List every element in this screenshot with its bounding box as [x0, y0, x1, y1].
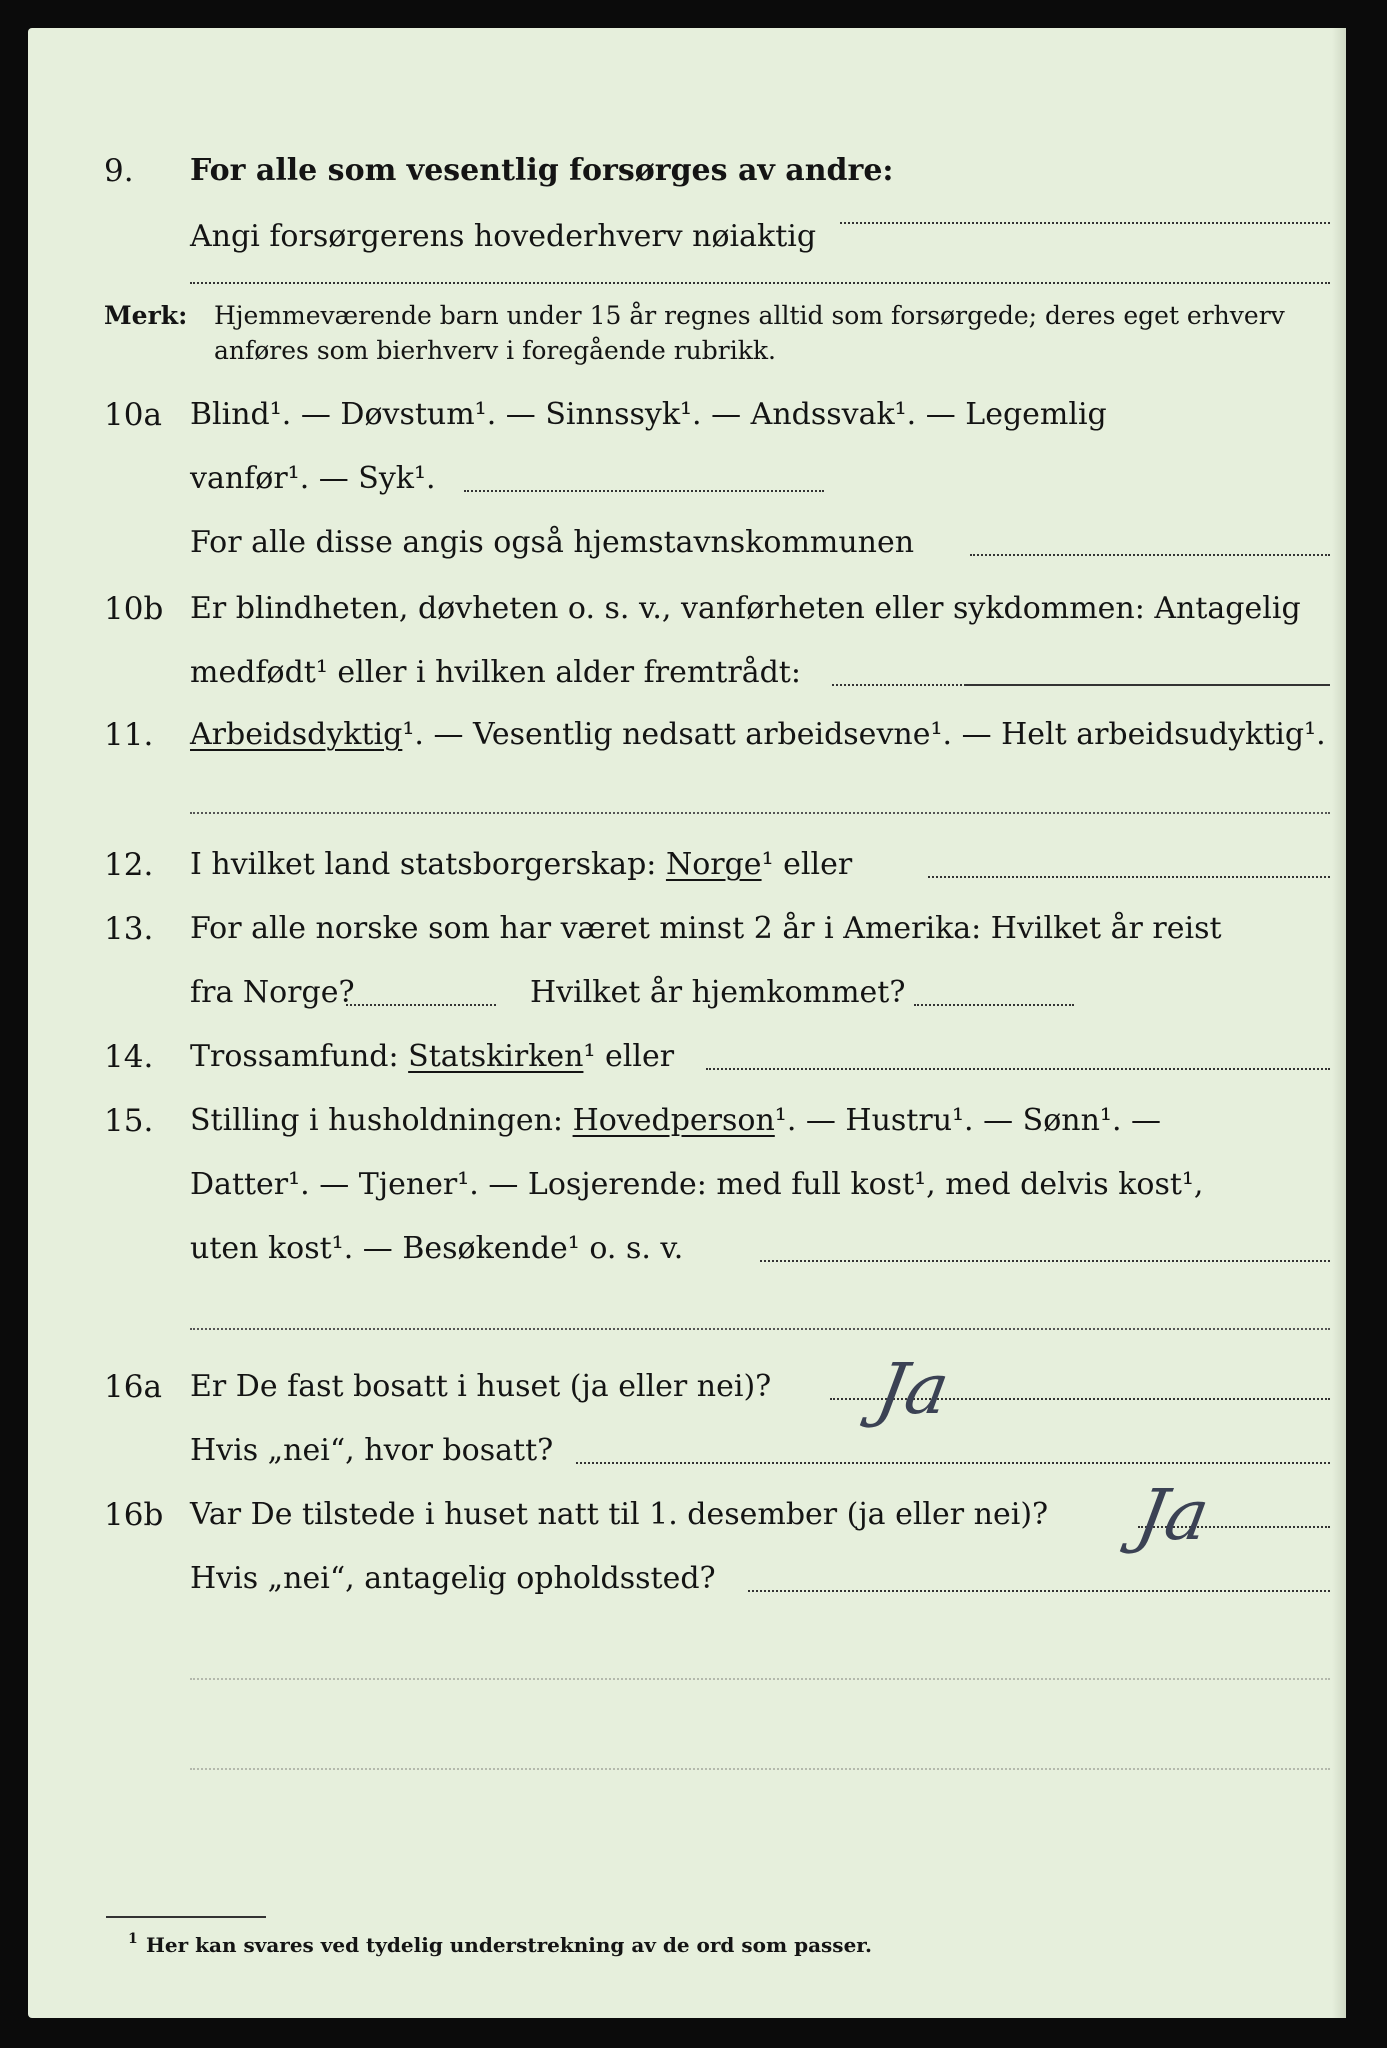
question-text: Angi forsørgerens hovederhverv nøiaktig — [190, 219, 817, 254]
question-number: 16b — [104, 1497, 164, 1533]
question-text: Hvilket år hjemkommet? — [530, 975, 906, 1010]
question-text: For alle disse angis også hjemstavnskommunen — [190, 525, 915, 560]
question-text: medfødt¹ eller i hvilken alder fremtrådt: — [190, 655, 801, 690]
question-number: 9. — [104, 153, 134, 189]
question-text: Blind¹. — Døvstum¹. — Sinnssyk¹. — Andssvak¹. — Legemlig — [190, 397, 1107, 432]
question-text: Hvis „nei“, hvor bosatt? — [190, 1433, 554, 1468]
selected-option[interactable]: Norge — [665, 847, 762, 882]
separator — [190, 812, 1330, 814]
question-number: 10a — [104, 397, 162, 433]
answer-line-9b[interactable] — [190, 282, 1330, 284]
question-text: I hvilket land statsborgerskap: Norge¹ eller — [190, 847, 853, 882]
question-number: 11. — [104, 717, 154, 753]
question-text: Er De fast bosatt i huset (ja eller nei)? — [190, 1369, 772, 1404]
selected-option[interactable]: Arbeidsdyktig — [190, 717, 403, 752]
question-number: 16a — [104, 1369, 162, 1405]
question-number: 14. — [104, 1039, 154, 1075]
census-form-page — [28, 28, 1346, 2018]
question-text: Var De tilstede i huset natt til 1. desember (ja eller nei)? — [190, 1497, 1049, 1532]
question-text: Arbeidsdyktig¹. — Vesentlig nedsatt arbeidsevne¹. — Helt arbeidsudyktig¹. — [190, 717, 1326, 752]
question-text: Datter¹. — Tjener¹. — Losjerende: med full kost¹, med delvis kost¹, — [190, 1167, 1204, 1202]
answer-line-13b[interactable] — [914, 1004, 1074, 1006]
question-number: 13. — [104, 911, 154, 947]
question-text: fra Norge? — [190, 975, 355, 1010]
answer-line-10b-solid — [964, 684, 1330, 686]
question-text: For alle norske som har været minst 2 år i Amerika: Hvilket år reist — [190, 911, 1222, 946]
question-text: Hvis „nei“, antagelig opholdssted? — [190, 1561, 716, 1596]
question-text: Trossamfund: Statskirken¹ eller — [190, 1039, 675, 1074]
handwritten-answer-16b: Ja — [1130, 1474, 1216, 1556]
footnote-mark: 1 — [128, 1931, 138, 1947]
answer-line-10a-home[interactable] — [970, 554, 1330, 556]
note-label: Merk: — [104, 301, 188, 330]
answer-line-15[interactable] — [760, 1260, 1330, 1262]
question-number: 10b — [104, 591, 164, 627]
answer-line-14[interactable] — [706, 1068, 1330, 1070]
answer-line-10b[interactable] — [832, 684, 962, 686]
question-number: 15. — [104, 1103, 154, 1139]
note-text: anføres som bierhverv i foregående rubrikk. — [214, 336, 776, 365]
answer-line-16b-where[interactable] — [748, 1590, 1330, 1592]
question-text: Er blindheten, døvheten o. s. v., vanførheten eller sykdommen: Antagelig — [190, 591, 1301, 626]
question-text: For alle som vesentlig forsørges av andre: — [190, 153, 894, 188]
question-number: 12. — [104, 847, 154, 883]
answer-line-10a[interactable] — [464, 490, 824, 492]
selected-option[interactable]: Hovedperson — [572, 1103, 775, 1138]
answer-line-16a-where[interactable] — [576, 1462, 1330, 1464]
footnote-rule — [106, 1916, 266, 1918]
answer-line-9[interactable] — [840, 222, 1330, 224]
footnote-text: Her kan svares ved tydelig understrekning av de ord som passer. — [146, 1933, 872, 1957]
question-text: Stilling i husholdningen: Hovedperson¹. — Hustru¹. — Sønn¹. — — [190, 1103, 1162, 1138]
selected-option[interactable]: Statskirken — [408, 1039, 584, 1074]
handwritten-answer-16a: Ja — [870, 1348, 956, 1430]
question-text: uten kost¹. — Besøkende¹ o. s. v. — [190, 1231, 684, 1266]
separator — [190, 1328, 1330, 1330]
question-text: vanfør¹. — Syk¹. — [190, 461, 436, 496]
answer-line-12[interactable] — [928, 876, 1330, 878]
note-text: Hjemmeværende barn under 15 år regnes alltid som forsørgede; deres eget erhverv — [214, 301, 1285, 330]
answer-line-13a[interactable] — [346, 1004, 496, 1006]
faint-line — [190, 1768, 1330, 1770]
faint-line — [190, 1678, 1330, 1680]
